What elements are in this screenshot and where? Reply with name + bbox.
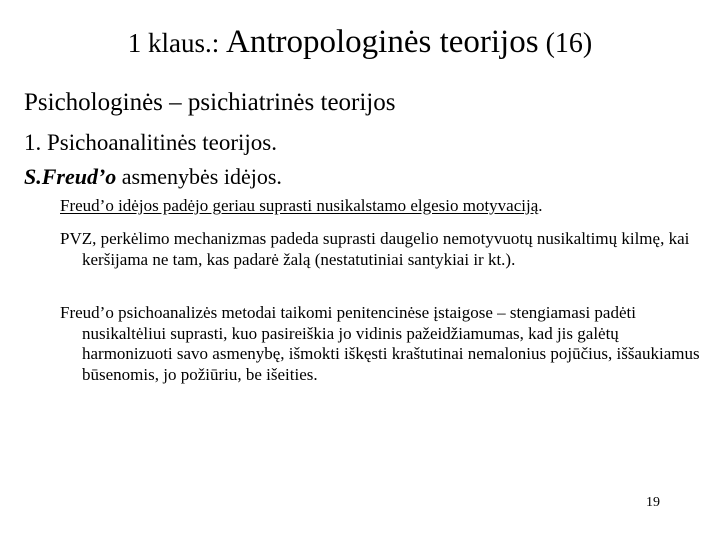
title-prefix: 1 klaus.: <box>127 28 227 58</box>
paragraph-3: Freud’o psichoanalizės metodai taikomi penitencinėse įstaigose – stengiamasi padėti nusikaltėliui suprasti, kuo pasireiškia jo vidinis pažeidžiamumas, kad jis galėtų harmonizuoti savo asmenybę, išmokti iškęsti kraštutinai nemalonius pojūčius, iššaukiamus būsenomis, jo požiūriu, be išeities. <box>60 303 700 384</box>
title-main: Antropologinės teorijos <box>226 24 539 60</box>
paragraph-1 <box>60 196 700 217</box>
page-number: 19 <box>646 495 660 510</box>
paragraph-2: PVZ, perkėlimo mechanizmas padeda suprasti daugelio nemotyvuotų nusikaltimų kilmę, kai keršijama ne tam, kas padarė žalą (nestatutiniai santykiai ir kt.). <box>60 229 690 269</box>
section-heading: 1. Psichoanalitinės teorijos. <box>24 130 277 155</box>
paragraph-1-underlined: Freud’o idėjos padėjo geriau suprasti nusikalstamo elgesio motyvaciją <box>60 196 539 215</box>
author-name: S.Freud’o <box>24 164 117 189</box>
title-number: (16) <box>538 28 593 59</box>
slide-title <box>0 24 720 61</box>
subsection-heading-text: asmenybės idėjos. <box>116 164 282 189</box>
slide-subtitle: Psichologinės – psichiatrinės teorijos <box>24 89 396 116</box>
paragraph-1-end: . <box>538 196 543 215</box>
subsection-heading <box>24 164 282 190</box>
